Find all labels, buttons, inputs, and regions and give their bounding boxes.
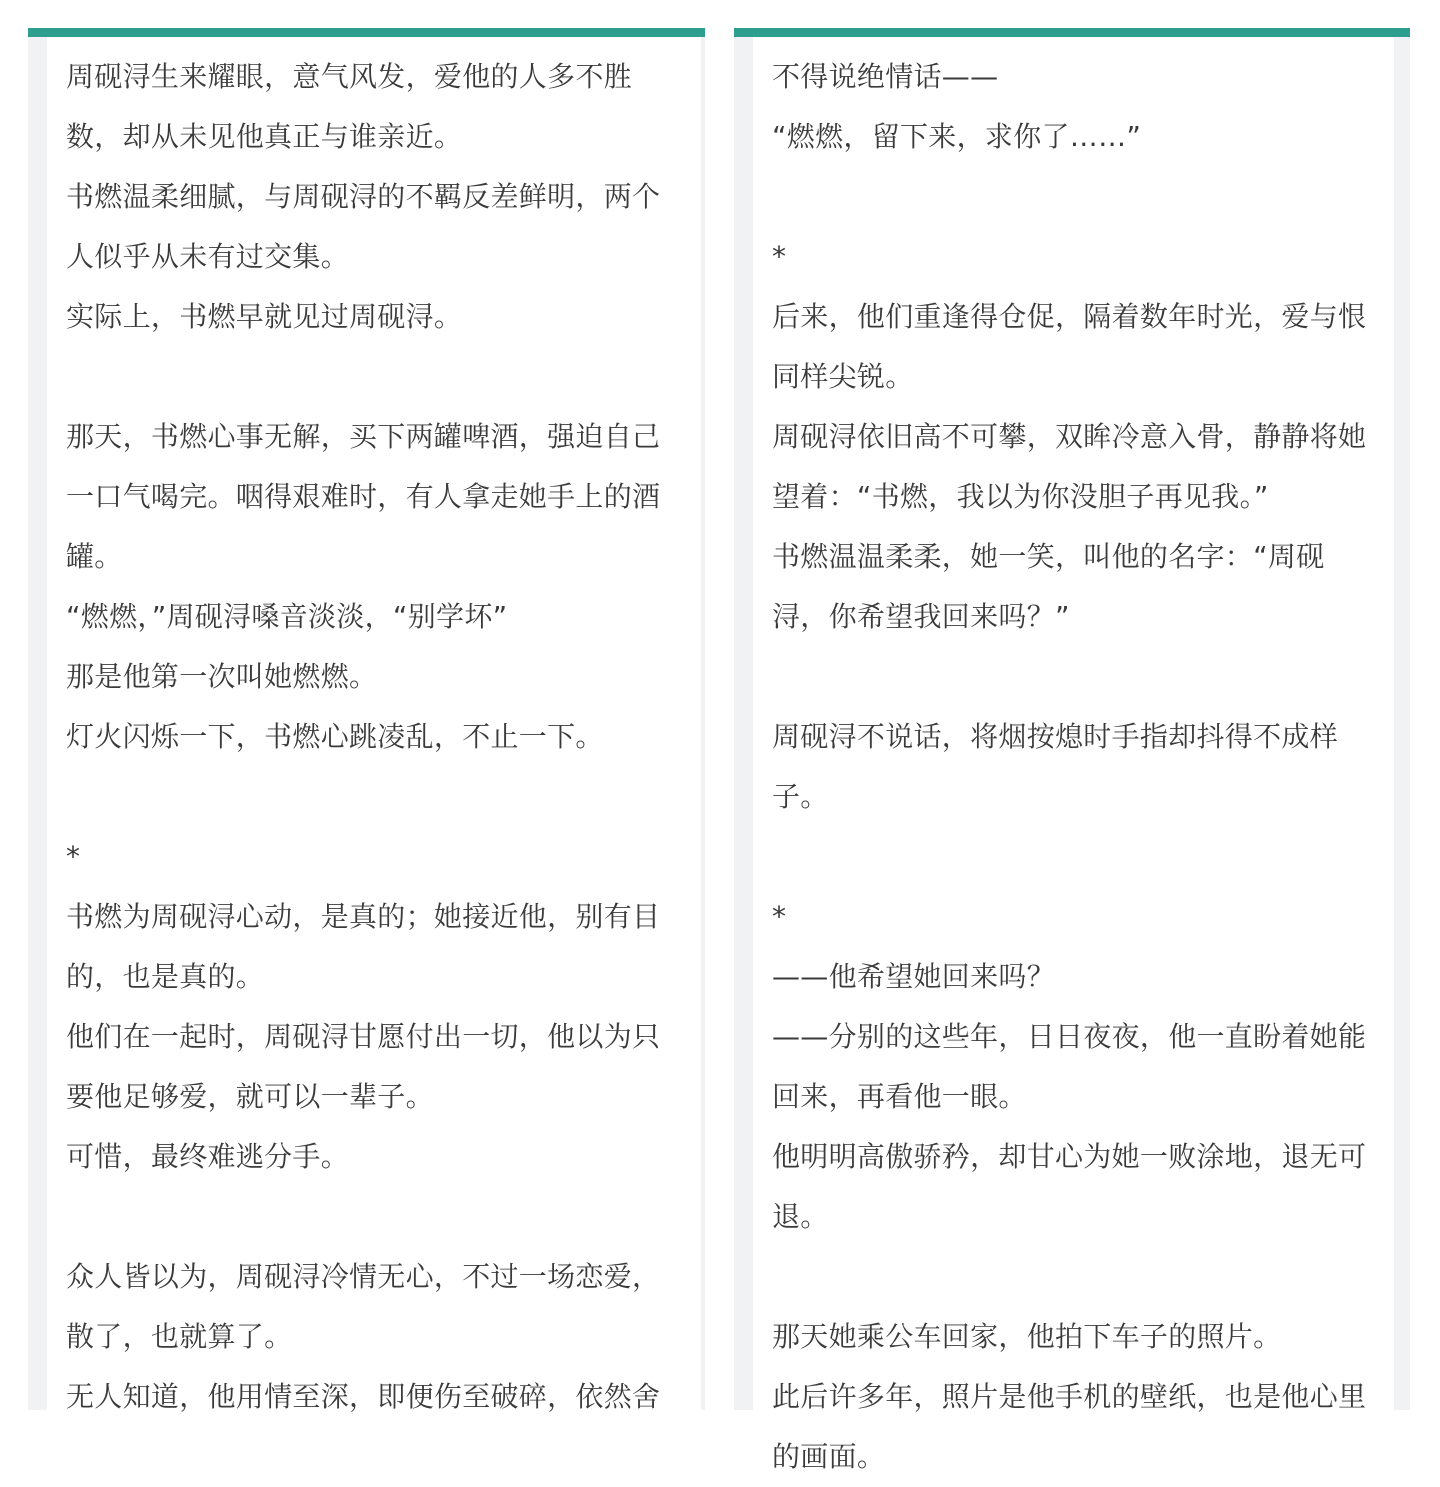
blank-line xyxy=(66,1187,686,1247)
text-line: ——他希望她回来吗？ xyxy=(772,960,1056,993)
blank-line xyxy=(772,827,1382,887)
text-line: 同样尖锐。 xyxy=(772,360,914,393)
text-line: 灯火闪烁一下，书燃心跳凌乱，不止一下。 xyxy=(66,720,604,753)
text-line: 散了，也就算了。 xyxy=(66,1320,293,1353)
text-line: 那是他第一次叫她燃燃。 xyxy=(66,660,378,693)
text-line: “燃燃，”周砚浔嗓音淡淡，“别学坏” xyxy=(66,600,508,633)
text-line: 周砚浔不说话，将烟按熄时手指却抖得不成样 xyxy=(772,720,1339,753)
right-page-screenshot xyxy=(734,28,1410,1473)
text-line: 此后许多年，照片是他手机的壁纸，也是他心里 xyxy=(772,1380,1367,1413)
text-line: 的画面。 xyxy=(772,1440,886,1473)
text-line: 望着：“书燃，我以为你没胆子再见我。” xyxy=(772,480,1269,513)
text-line: 无人知道，他用情至深，即便伤至破碎，依然舍 xyxy=(66,1380,661,1413)
text-line: 实际上，书燃早就见过周砚浔。 xyxy=(66,300,463,333)
blank-line xyxy=(66,767,686,827)
text-line: 书燃温柔细腻，与周砚浔的不羁反差鲜明，两个 xyxy=(66,180,661,213)
text-line: 数，却从未见他真正与谁亲近。 xyxy=(66,120,463,153)
left-accent-bar xyxy=(28,28,705,37)
right-accent-bar xyxy=(734,28,1410,37)
text-line: 书燃为周砚浔心动，是真的；她接近他，别有目 xyxy=(66,900,661,933)
blank-line xyxy=(772,167,1382,227)
text-line: 回来，再看他一眼。 xyxy=(772,1080,1027,1113)
text-line: 他明明高傲骄矜，却甘心为她一败涂地，退无可 xyxy=(772,1140,1367,1173)
left-reading-sheet xyxy=(47,37,701,1413)
left-body-text xyxy=(66,47,686,1427)
left-page-screenshot xyxy=(28,28,705,1413)
text-line: 周砚浔生来耀眼，意气风发，爱他的人多不胜 xyxy=(66,60,633,93)
text-line: 不得说绝情话—— xyxy=(772,60,999,93)
section-separator: * xyxy=(66,840,81,873)
text-line: 可惜，最终难逃分手。 xyxy=(66,1140,350,1173)
text-line: 一口气喝完。咽得艰难时，有人拿走她手上的酒 xyxy=(66,480,661,513)
text-line: 书燃温温柔柔，她一笑，叫他的名字：“周砚 xyxy=(772,540,1325,573)
text-line: ——分别的这些年，日日夜夜，他一直盼着她能 xyxy=(772,1020,1367,1053)
text-line: 人似乎从未有过交集。 xyxy=(66,240,350,273)
text-line: 退。 xyxy=(772,1200,829,1233)
blank-line xyxy=(772,647,1382,707)
section-separator: * xyxy=(772,900,787,933)
right-reading-sheet xyxy=(753,37,1394,1473)
text-line: 的，也是真的。 xyxy=(66,960,265,993)
text-line: 后来，他们重逢得仓促，隔着数年时光，爱与恨 xyxy=(772,300,1367,333)
text-line: 子。 xyxy=(772,780,829,813)
text-line: 罐。 xyxy=(66,540,123,573)
text-line: 周砚浔依旧高不可攀，双眸冷意入骨，静静将她 xyxy=(772,420,1367,453)
text-line: 浔，你希望我回来吗？” xyxy=(772,600,1070,633)
text-line: 那天她乘公车回家，他拍下车子的照片。 xyxy=(772,1320,1282,1353)
text-line: 那天，书燃心事无解，买下两罐啤酒，强迫自己 xyxy=(66,420,661,453)
section-separator: * xyxy=(772,240,787,273)
text-line: “燃燃，留下来，求你了……” xyxy=(772,120,1142,153)
right-body-text xyxy=(772,47,1382,1487)
text-line: 要他足够爱，就可以一辈子。 xyxy=(66,1080,434,1113)
blank-line xyxy=(66,347,686,407)
text-line: 众人皆以为，周砚浔冷情无心，不过一场恋爱， xyxy=(66,1260,661,1293)
blank-line xyxy=(772,1247,1382,1307)
text-line: 他们在一起时，周砚浔甘愿付出一切，他以为只 xyxy=(66,1020,661,1053)
